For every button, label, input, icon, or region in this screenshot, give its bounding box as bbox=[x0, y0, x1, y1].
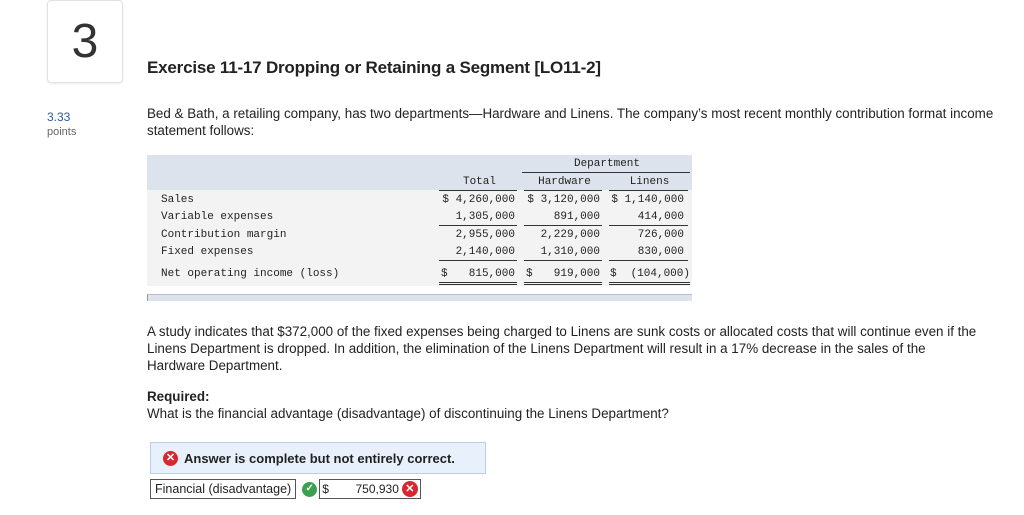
row-label-sales: Sales bbox=[161, 194, 195, 206]
fixed-hardware: 1,310,000 bbox=[540, 246, 600, 258]
hardware-header-underline bbox=[524, 190, 602, 191]
noi-hardware-currency: $ bbox=[526, 268, 533, 280]
sales-total: $ 4,260,000 bbox=[442, 194, 515, 206]
study-text: A study indicates that $372,000 of the fixed expenses being charged to Linens are sunk costs or allocated costs that will continue even if the Linens Department is dropped. In addition, the elimination of the Linens Department will result in a 17% decrease in the sales of the Hardware Department. bbox=[147, 324, 977, 373]
noi-linens-currency: $ bbox=[610, 268, 617, 280]
total-header-underline bbox=[439, 190, 517, 191]
answer-currency: $ bbox=[319, 479, 331, 499]
variable-underline-hardware bbox=[524, 225, 602, 226]
x-circle-icon: ✕ bbox=[402, 481, 418, 497]
row-label-fixed-expenses: Fixed expenses bbox=[161, 246, 254, 258]
linens-header-underline bbox=[609, 190, 688, 191]
table-footer-band bbox=[147, 294, 692, 301]
noi-total-currency: $ bbox=[441, 268, 448, 280]
answer-value: 750,930 bbox=[355, 482, 399, 496]
fixed-underline-hardware bbox=[524, 260, 602, 261]
noi-double-underline-total bbox=[439, 282, 517, 285]
noi-linens: (104,000) bbox=[630, 268, 690, 280]
x-circle-icon: ✕ bbox=[163, 451, 178, 466]
fixed-linens: 830,000 bbox=[637, 246, 684, 258]
variable-linens: 414,000 bbox=[637, 211, 684, 223]
col-header-linens: Linens bbox=[629, 176, 670, 188]
department-group-header: Department bbox=[573, 158, 640, 170]
required-question: What is the financial advantage (disadvantage) of discontinuing the Linens Department? bbox=[147, 406, 669, 421]
variable-underline-linens bbox=[609, 225, 688, 226]
answer-row-label: Financial (disadvantage) bbox=[150, 479, 296, 499]
question-number-box[interactable] bbox=[47, 0, 123, 83]
row-label-contribution-margin: Contribution margin bbox=[161, 229, 287, 241]
required-label: Required: bbox=[147, 389, 210, 404]
fixed-underline-linens bbox=[609, 260, 688, 261]
exercise-title: Exercise 11-17 Dropping or Retaining a Segment [LO11-2] bbox=[147, 58, 601, 77]
fixed-total: 2,140,000 bbox=[455, 246, 515, 258]
department-underline bbox=[522, 172, 690, 173]
answer-status-banner bbox=[150, 442, 486, 474]
variable-hardware: 891,000 bbox=[553, 211, 600, 223]
check-circle-icon: ✓ bbox=[302, 482, 317, 497]
noi-total: 815,000 bbox=[468, 268, 515, 280]
sales-linens: $ 1,140,000 bbox=[611, 194, 684, 206]
cm-hardware: 2,229,000 bbox=[540, 229, 600, 241]
question-number: 3 bbox=[71, 15, 99, 68]
income-statement-table bbox=[147, 155, 692, 286]
row-label-net-operating-income: Net operating income (loss) bbox=[161, 268, 340, 280]
col-header-hardware: Hardware bbox=[538, 176, 591, 188]
noi-double-underline-linens bbox=[609, 282, 690, 285]
noi-hardware: 919,000 bbox=[553, 268, 600, 280]
variable-underline-total bbox=[439, 225, 517, 226]
answer-value-input[interactable] bbox=[331, 479, 421, 499]
fixed-underline-total bbox=[439, 260, 517, 261]
cm-linens: 726,000 bbox=[637, 229, 684, 241]
answer-status-text: Answer is complete but not entirely correct. bbox=[184, 450, 455, 466]
points-value: 3.33 bbox=[47, 110, 71, 124]
sales-hardware: $ 3,120,000 bbox=[527, 194, 600, 206]
variable-total: 1,305,000 bbox=[455, 211, 515, 223]
answer-row bbox=[150, 479, 421, 499]
intro-text: Bed & Bath, a retailing company, has two departments—Hardware and Linens. The company’s most recent monthly contribution format income statement follows: bbox=[147, 106, 994, 138]
noi-double-underline-hardware bbox=[524, 282, 602, 285]
col-header-total: Total bbox=[462, 176, 496, 188]
cm-total: 2,955,000 bbox=[455, 229, 515, 241]
row-label-variable-expenses: Variable expenses bbox=[161, 211, 274, 223]
points-label: points bbox=[47, 126, 77, 138]
